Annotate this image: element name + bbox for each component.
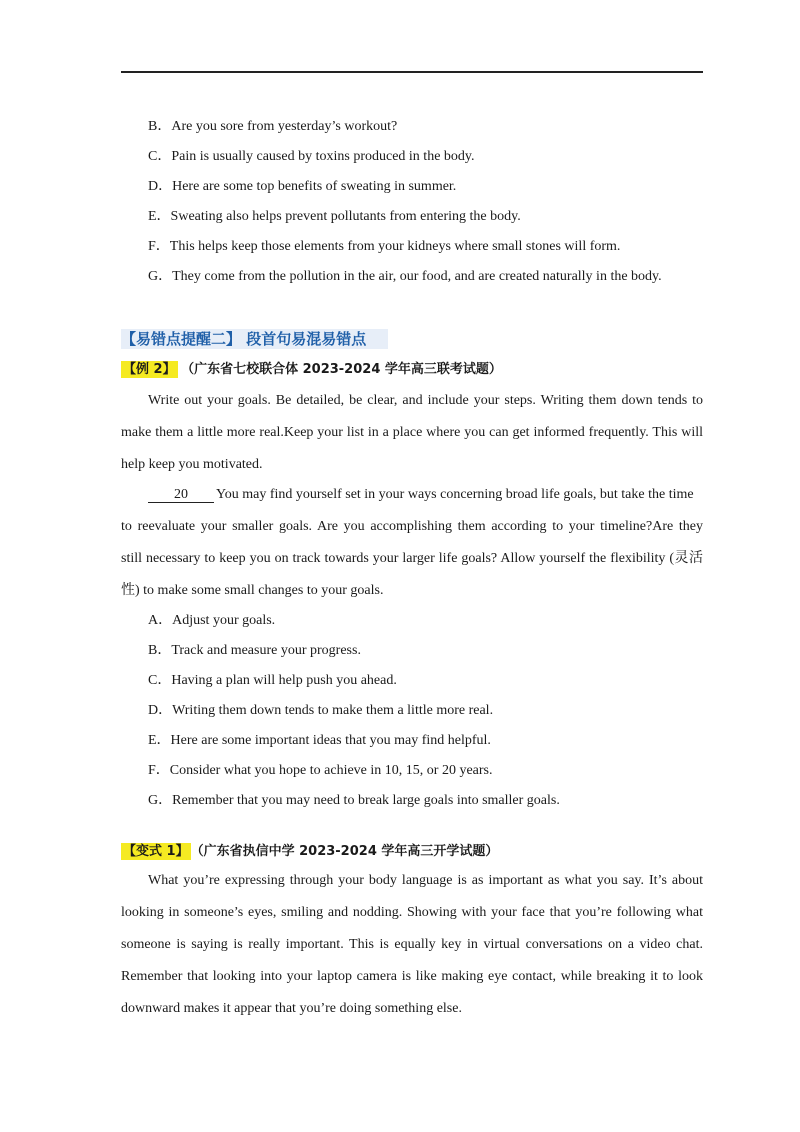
example-2-tag: 【例 2】 [123,362,176,377]
variant-1-tag: 【变式 1】 [123,844,189,859]
variant-1-line3: someone is saying is really important. This is equally key in virtual conversations on a video chat. [121,937,703,952]
example-2-para1-line2: make them a little more real.Keep your list in a place where you can get informed frequently. This will [121,425,703,440]
variant-1-line5: downward makes it appear that you’re doing something else. [121,1001,462,1016]
variant-1-line4: Remember that looking into your laptop camera is like making eye contact, while breaking it to look [121,969,703,984]
example-2-option-f: F．Consider what you hope to achieve in 10, 15, or 20 years. [148,763,493,778]
option-f: F．This helps keep those elements from your kidneys where small stones will form. [148,239,621,254]
example-2-option-b: B．Track and measure your progress. [148,643,361,658]
option-d: D．Here are some top benefits of sweating in summer. [148,179,457,194]
example-2-para2-line2: to reevaluate your smaller goals. Are you accomplishing them according to your timeline?Are they [121,519,703,534]
example-2-option-a: A．Adjust your goals. [148,613,276,628]
section-heading: 【易错点提醒二】 段首句易混易错点 [121,329,388,349]
example-2-para1-line1: Write out your goals. Be detailed, be clear, and include your steps. Writing them down tends to [148,393,703,408]
variant-1-source: （广东省执信中学 2023-2024 学年高三开学试题） [190,844,499,859]
example-2-option-d: D．Writing them down tends to make them a little more real. [148,703,494,718]
variant-1-line1: What you’re expressing through your body language is as important as what you say. It’s about [148,873,703,888]
variant-1-line2: looking in someone’s eyes, smiling and nodding. Showing with your face that you’re following what [121,905,703,920]
example-2-source: （广东省七校联合体 2023-2024 学年高三联考试题） [181,362,502,377]
example-2-para2-first: You may find yourself set in your ways concerning broad life goals, but take the time [216,487,694,502]
header-rule [121,71,703,73]
example-2-para1-line3: help keep you motivated. [121,457,263,472]
variant-1-header [121,843,703,861]
option-b: B．Are you sore from yesterday’s workout? [148,119,398,134]
example-2-option-c: C．Having a plan will help push you ahead. [148,673,397,688]
example-2-para2-line3: still necessary to keep you on track towards your larger life goals? Allow yourself the flexibility (灵活 [121,551,703,566]
option-e: E．Sweating also helps prevent pollutants from entering the body. [148,209,521,224]
example-2-para2-line4: 性) to make some small changes to your goals. [121,583,384,598]
example-2-header [121,361,703,379]
example-2-option-g: G．Remember that you may need to break large goals into smaller goals. [148,793,560,808]
answer-blank-20[interactable]: 20 [148,487,214,503]
option-g: G．They come from the pollution in the air, our food, and are created naturally in the body. [148,269,662,284]
example-2-option-e: E．Here are some important ideas that you may find helpful. [148,733,491,748]
example-2-para2-line1 [148,486,703,504]
option-c: C．Pain is usually caused by toxins produced in the body. [148,149,475,164]
